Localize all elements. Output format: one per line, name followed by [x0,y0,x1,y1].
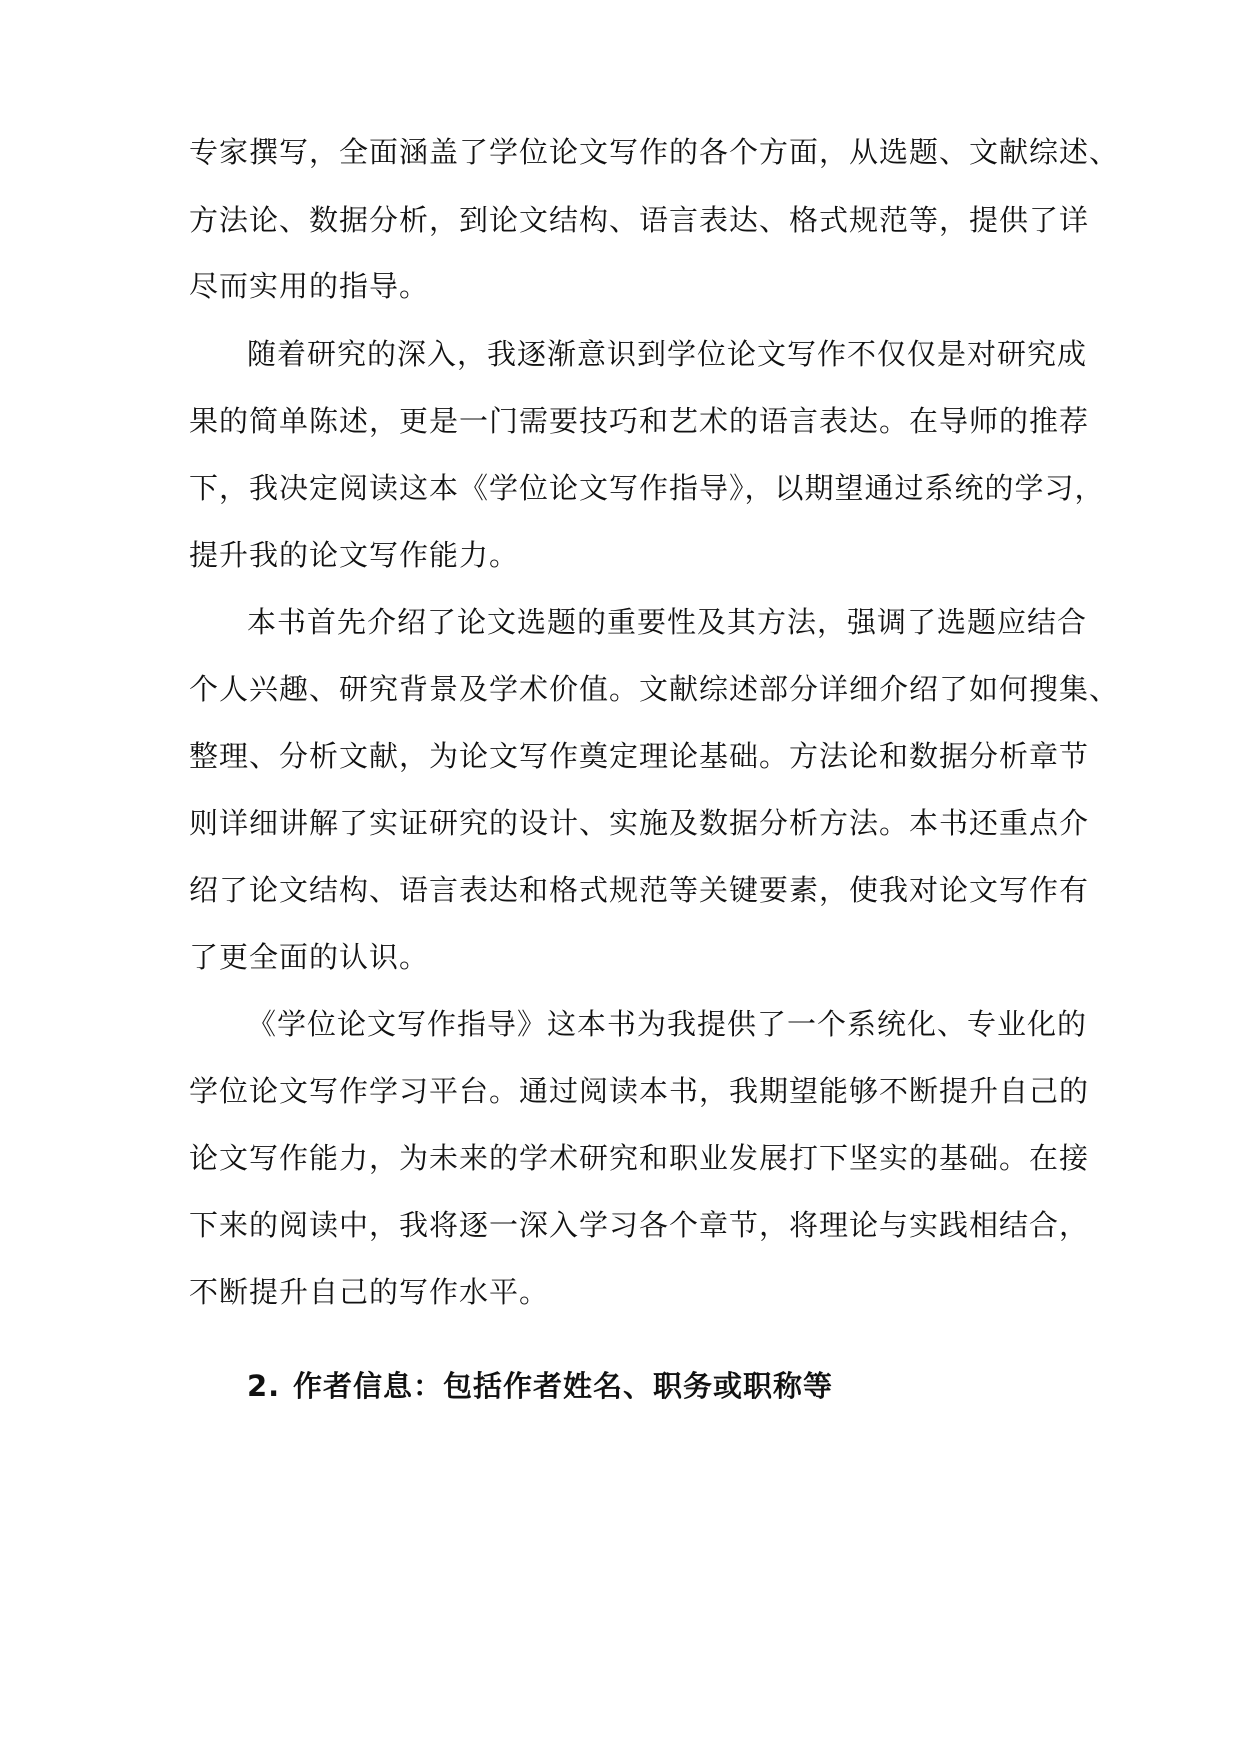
paragraph-1-line-1: 专家撰写，全面涵盖了学位论文写作的各个方面，从选题、文献综述、 [189,135,1120,169]
paragraph-4-line-5: 不断提升自己的写作水平。 [189,1275,550,1309]
paragraph-4-line-4: 下来的阅读中，我将逐一深入学习各个章节，将理论与实践相结合， [189,1208,1090,1242]
paragraph-2-line-4: 提升我的论文写作能力。 [189,538,520,572]
paragraph-3-line-1: 本书首先介绍了论文选题的重要性及其方法，强调了选题应结合 [247,605,1088,639]
paragraph-2-line-2: 果的简单陈述，更是一门需要技巧和艺术的语言表达。在导师的推荐 [189,404,1090,438]
paragraph-1-line-3: 尽而实用的指导。 [189,269,430,303]
paragraph-3-line-2: 个人兴趣、研究背景及学术价值。文献综述部分详细介绍了如何搜集、 [189,672,1120,706]
paragraph-3-line-3: 整理、分析文献，为论文写作奠定理论基础。方法论和数据分析章节 [189,739,1090,773]
paragraph-2-line-1: 随着研究的深入，我逐渐意识到学位论文写作不仅仅是对研究成 [247,337,1088,371]
paragraph-4-line-2: 学位论文写作学习平台。通过阅读本书，我期望能够不断提升自己的 [189,1074,1090,1108]
paragraph-3-line-4: 则详细讲解了实证研究的设计、实施及数据分析方法。本书还重点介 [189,806,1090,840]
paragraph-3-line-5: 绍了论文结构、语言表达和格式规范等关键要素，使我对论文写作有 [189,873,1090,907]
paragraph-2-line-3: 下，我决定阅读这本《学位论文写作指导》，以期望通过系统的学习， [189,471,1105,505]
section-heading-text: 作者信息：包括作者姓名、职务或职称等 [293,1369,834,1403]
section-heading [247,1366,1069,1406]
paragraph-4-line-1: 《学位论文写作指导》这本书为我提供了一个系统化、专业化的 [247,1007,1088,1041]
paragraph-3-line-6: 了更全面的认识。 [189,940,430,974]
paragraph-1-line-2: 方法论、数据分析，到论文结构、语言表达、格式规范等，提供了详 [189,203,1090,237]
paragraph-4-line-3: 论文写作能力，为未来的学术研究和职业发展打下坚实的基础。在接 [189,1141,1090,1175]
section-heading-number: 2. [247,1369,281,1403]
